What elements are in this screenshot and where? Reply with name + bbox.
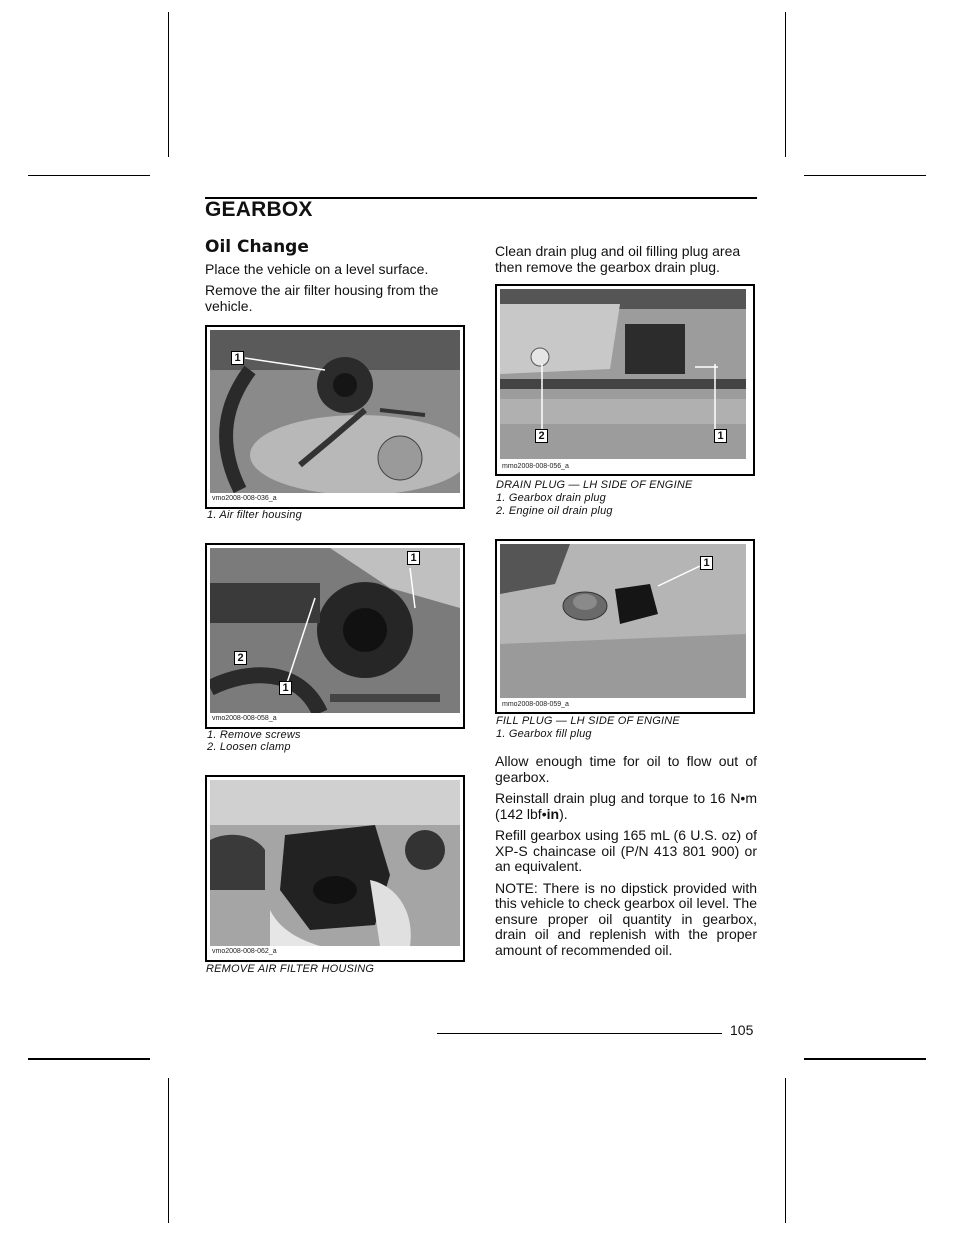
footer-rule (437, 1033, 722, 1034)
right-column (495, 244, 757, 281)
legend-item: 1. Gearbox drain plug (496, 492, 606, 504)
callout-2: 2 (234, 651, 247, 665)
figure-remove-air-filter-housing (205, 775, 465, 962)
figure-caption (496, 479, 693, 518)
paragraph-remove-housing: Remove the air filter housing from the vehicle. (205, 282, 439, 314)
legend-item: 2. Loosen clamp (207, 741, 291, 753)
page-number: 105 (730, 1022, 754, 1038)
callout-1: 1 (714, 429, 727, 443)
note-label: NOTE: (495, 879, 538, 896)
figure-fill-plug (495, 539, 755, 714)
reinstall-unit: in (546, 805, 560, 822)
note (495, 881, 757, 959)
section-title: GEARBOX (205, 198, 313, 221)
figure-drain-plug (495, 284, 755, 476)
engine-photo (210, 548, 460, 713)
figure-legend (207, 509, 302, 522)
callout-2: 2 (535, 429, 548, 443)
crop-mark (28, 175, 150, 176)
callout-1: 1 (279, 681, 292, 695)
crop-mark (28, 1058, 150, 1060)
figure-id: vmo2008-008-062_a (212, 948, 277, 955)
figure-id: mmo2008-008-059_a (502, 701, 569, 708)
figure-legend (207, 729, 301, 754)
callout-1: 1 (700, 556, 713, 570)
paragraph-allow-time: Allow enough time for oil to flow out of gearbox. (495, 753, 757, 785)
caption-title: FILL PLUG — LH SIDE OF ENGINE (496, 715, 680, 727)
crop-mark (785, 1078, 786, 1223)
figure-caption (496, 715, 680, 741)
hands-photo (210, 780, 460, 946)
subheading-oil-change: Oil Change (205, 237, 309, 257)
crop-mark (785, 12, 786, 157)
legend-item: 2. Engine oil drain plug (496, 505, 613, 517)
reinstall-end: ). (559, 805, 568, 822)
legend-item: 1. Remove screws (207, 729, 301, 741)
reinstall-text: Reinstall drain plug and torque to 16 N•m (142 lbf• (495, 790, 757, 822)
engine-photo (210, 330, 460, 493)
paragraph-clean-drain-plug: Clean drain plug and oil filling plug area then remove the gearbox drain plug. (495, 243, 741, 275)
paragraph-level-surface: Place the vehicle on a level surface. (205, 260, 429, 277)
crop-mark (804, 1058, 926, 1060)
note-text: There is no dipstick provided with this vehicle to check gearbox oil level. The ensure proper oil quantity in gearbox, drain oil and replenish with the proper amount of recommended oil. (495, 879, 757, 958)
legend-item: 1. Gearbox fill plug (496, 728, 592, 740)
callout-1: 1 (407, 551, 420, 565)
paragraph-refill: Refill gearbox using 165 mL (6 U.S. oz) of XP-S chaincase oil (P/N 413 801 900) or an equivalent. (495, 827, 757, 874)
left-column (205, 237, 467, 320)
right-column-lower (495, 754, 757, 964)
figure-id: vmo2008-008-058_a (212, 715, 277, 722)
crop-mark (804, 175, 926, 176)
caption-title: DRAIN PLUG — LH SIDE OF ENGINE (496, 479, 693, 491)
crop-mark (168, 12, 169, 157)
legend-item: 1. Air filter housing (207, 509, 302, 521)
figure-remove-screws (205, 543, 465, 729)
figure-id: mmo2008-008-056_a (502, 463, 569, 470)
figure-id: vmo2008-008-036_a (212, 495, 277, 502)
crop-mark (168, 1078, 169, 1223)
callout-1: 1 (231, 351, 244, 365)
figure-air-filter-housing (205, 325, 465, 509)
figure-caption: REMOVE AIR FILTER HOUSING (206, 963, 375, 975)
paragraph-reinstall (495, 791, 757, 822)
